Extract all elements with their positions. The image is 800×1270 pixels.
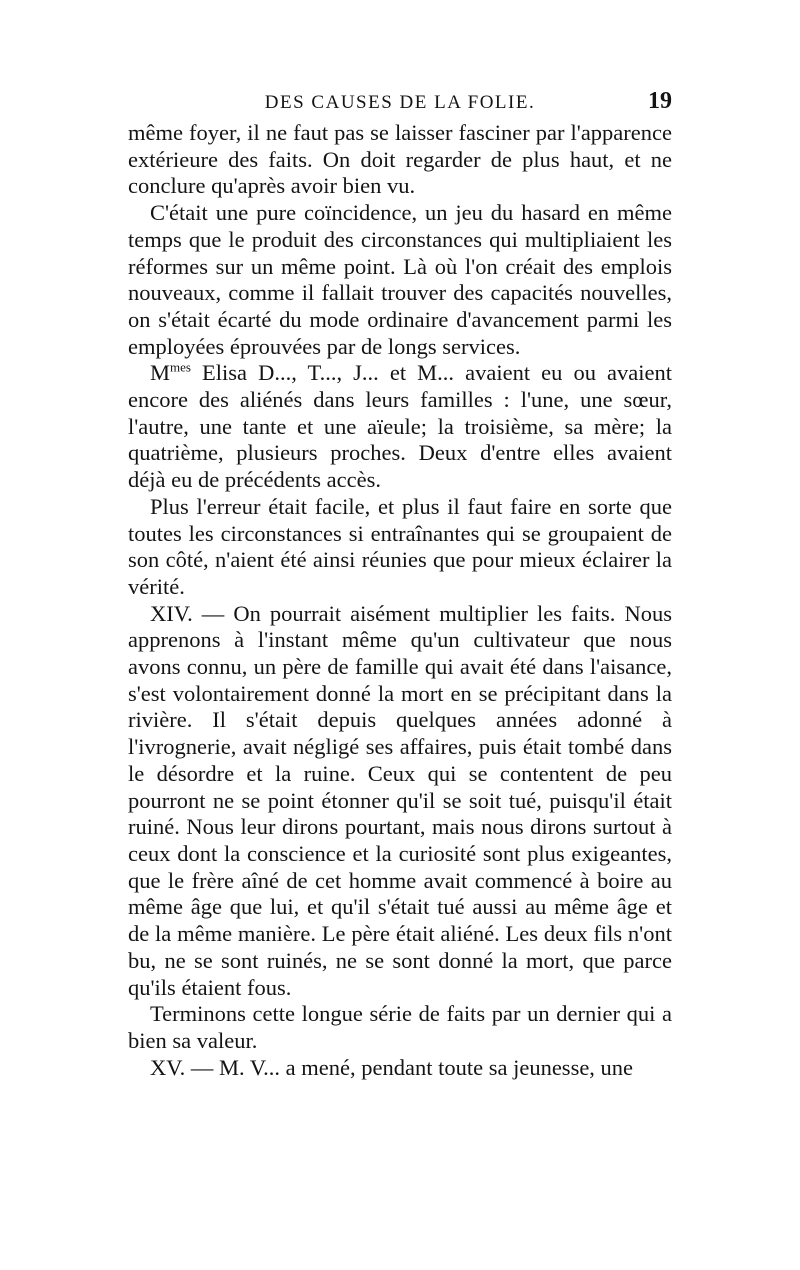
title-abbreviation: M: [150, 360, 171, 386]
paragraph-continuation: même foyer, il ne faut pas se laisser fasciner par l'apparence extérieure des faits. On doit regarder de plus haut, et ne conclure qu'après avoir bien vu.: [128, 120, 672, 199]
page-number: 19: [648, 88, 672, 114]
running-head: DES CAUSES DE LA FOLIE.: [264, 92, 536, 113]
paragraph-coincidence: C'était une pure coïncidence, un jeu du hasard en même temps que le produit des circonstances qui multipliaient les réformes sur un même point. Là où l'on créait des emplois nouveaux, comme il fallait trouver des capacités nouvelles, on s'était écarté du mode ordinaire d'avancement parmi les employées éprouvées par de longs services.: [128, 200, 672, 359]
book-page: [128, 88, 672, 1081]
page-header: [128, 88, 672, 120]
paragraph-terminons: Terminons cette longue série de faits par un dernier qui a bien sa valeur.: [128, 1001, 672, 1053]
paragraph-elisa-text: Elisa D..., T..., J... et M... avaient eu ou avaient encore des aliénés dans leurs familles : l'une, une sœur, l'autre, une tante et une aïeule; la troisième, sa mère; la quatrième, plusieurs proches. Deux d'entre elles avaient déjà eu de précédents accès.: [128, 360, 672, 493]
paragraph-erreur: Plus l'erreur était facile, et plus il faut faire en sorte que toutes les circonstances si entraînantes qui se groupaient de son côté, n'aient été ainsi réunies que pour mieux éclairer la vérité.: [128, 493, 672, 599]
title-superscript: mes: [170, 359, 191, 375]
paragraph-elisa: [128, 360, 672, 494]
paragraph-xv: XV. — M. V... a mené, pendant toute sa jeunesse, une: [150, 1054, 634, 1080]
body-text: [128, 120, 672, 1081]
paragraph-xiv: XIV. — On pourrait aisément multiplier les faits. Nous apprenons à l'instant même qu'un cultivateur que nous avons connu, un père de famille qui avait été dans l'aisance, s'est volontairement donné la mort en se précipitant dans la rivière. Il s'était depuis quelques années adonné à l'ivrognerie, avait négligé ses affaires, puis était tombé dans le désordre et la ruine. Ceux qui se contentent de peu pourront ne se point étonner qu'il se soit tué, puisqu'il était ruiné. Nous leur dirons pourtant, mais nous dirons surtout à ceux dont la conscience et la curiosité sont plus exigeantes, que le frère aîné de cet homme avait commencé à boire au même âge que lui, et qu'il s'était tué aussi au même âge et de la même manière. Le père était aliéné. Les deux fils n'ont bu, ne se sont ruinés, ne se sont donné la mort, que parce qu'ils étaient fous.: [128, 600, 672, 1000]
